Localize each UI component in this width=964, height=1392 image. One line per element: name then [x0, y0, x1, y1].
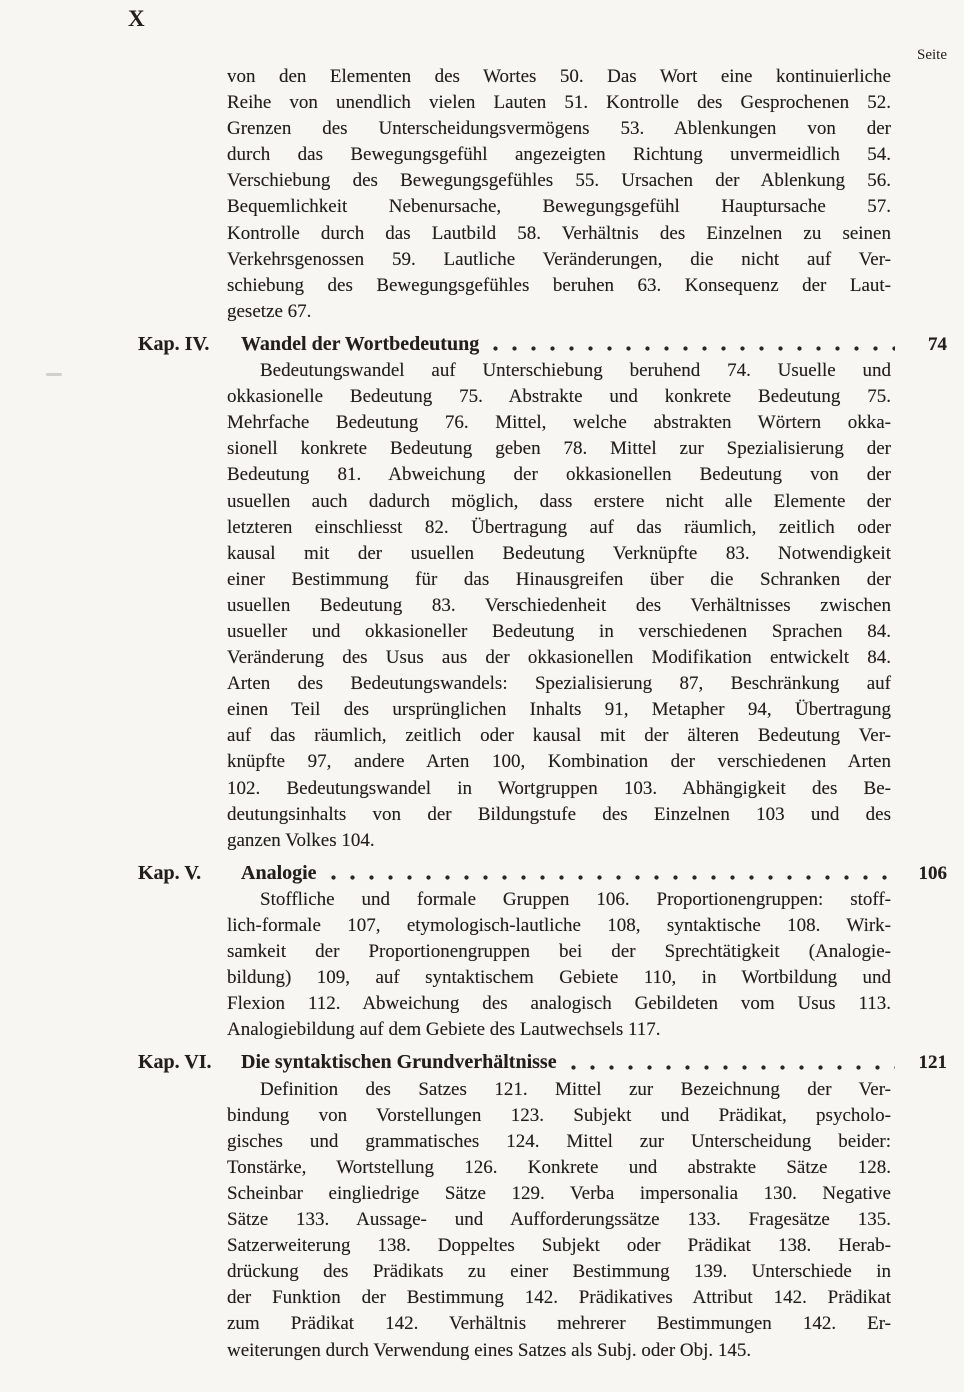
toc-line: gesetze 67. — [227, 300, 312, 322]
chapter-page-number: 74 — [928, 333, 947, 355]
toc-line: von den Elementen des Wortes 50. Das Wort eine kontinuierliche — [227, 66, 891, 87]
dot-leader — [493, 346, 895, 351]
dot-leader — [571, 1065, 895, 1070]
toc-line: Veränderung des Usus aus der okkasionellen Modifikation entwickelt 84. — [227, 647, 891, 669]
toc-line: Reihe von unendlich vielen Lauten 51. Kontrolle des Gesprochenen 52. — [227, 92, 891, 114]
toc-line: Kontrolle durch das Lautbild 58. Verhältnis des Einzelnen zu seinen — [227, 222, 891, 244]
toc-line: Definition des Satzes 121. Mittel zur Bezeichnung der Ver- — [260, 1078, 891, 1100]
toc-line: weiterungen durch Verwendung eines Satzes als Subj. oder Obj. 145. — [227, 1339, 752, 1361]
toc-line: Bedeutungswandel auf Unterschiebung beruhend 74. Usuelle und — [260, 360, 891, 382]
toc-line: zum Prädikat 142. Verhältnis mehrerer Bestimmungen 142. Er- — [227, 1313, 891, 1335]
toc-line: usuellen Bedeutung 83. Verschiedenheit des Verhältnisses zwischen — [227, 594, 891, 616]
toc-line: bildung) 109, auf syntaktischem Gebiete 110, in Wortbildung und — [227, 967, 891, 989]
chapter-heading-kap-iv — [138, 331, 947, 358]
toc-line: Bequemlichkeit Nebenursache, Bewegungsgefühl Hauptursache 57. — [227, 196, 891, 218]
toc-line: Verkehrsgenossen 59. Lautliche Veränderungen, die nicht auf Ver- — [227, 248, 891, 270]
toc-line: kausal mit der usuellen Bedeutung Verknüpfte 83. Notwendigkeit — [227, 542, 891, 564]
toc-line: knüpfte 97, andere Arten 100, Kombination der verschiedenen Arten — [227, 751, 891, 773]
dot-leader — [331, 875, 895, 880]
toc-entry-continuation — [0, 64, 964, 325]
toc-line: Stoffliche und formale Gruppen 106. Proportionengruppen: stoff- — [260, 888, 891, 910]
toc-line: ganzen Volkes 104. — [227, 829, 375, 851]
toc-line: auf das räumlich, zeitlich oder kausal mit der älteren Bedeutung Ver- — [227, 725, 891, 747]
toc-entry-kap-v — [0, 860, 964, 1044]
toc-line: sionell konkrete Bedeutung geben 78. Mittel zur Spezialisierung der — [227, 438, 891, 460]
chapter-heading-kap-vi — [138, 1049, 947, 1076]
chapter-page-number: 121 — [918, 1052, 947, 1074]
toc-line: usueller und okkasioneller Bedeutung in verschiedenen Sprachen 84. — [227, 620, 891, 642]
toc-line: Scheinbar eingliedrige Sätze 129. Verba impersonalia 130. Negative — [227, 1182, 891, 1204]
toc-line: einen Teil des ursprünglichen Inhalts 91, Metapher 94, Übertragung — [227, 699, 891, 721]
toc-line: Verschiebung des Bewegungsgefühles 55. Ursachen der Ablenkung 56. — [227, 170, 891, 192]
toc-line: 102. Bedeutungswandel in Wortgruppen 103. Abhängigkeit des Be- — [227, 777, 891, 799]
toc-line: Mehrfache Bedeutung 76. Mittel, welche abstrakten Wörtern okka- — [227, 412, 891, 434]
folio-page-number: X — [128, 6, 146, 31]
toc-line: gisches und grammatisches 124. Mittel zur Unterscheidung beider: — [227, 1130, 891, 1152]
toc-line: samkeit der Proportionengruppen bei der Sprechtätigkeit (Analogie- — [227, 941, 891, 963]
toc-line: Sätze 133. Aussage- und Aufforderungssätze 133. Fragesätze 135. — [227, 1209, 891, 1231]
toc-line: letzteren einschliesst 82. Übertragung auf das räumlich, zeitlich oder — [227, 516, 891, 538]
toc-line: drückung des Prädikats zu einer Bestimmung 139. Unterschiede in — [227, 1261, 891, 1283]
toc-entry-kap-vi — [0, 1049, 964, 1363]
toc-line: Bedeutung 81. Abweichung der okkasionellen Bedeutung von der — [227, 464, 891, 486]
toc-line: Tonstärke, Wortstellung 126. Konkrete und abstrakte Sätze 128. — [227, 1156, 891, 1178]
page-column-header-seite: Seite — [917, 47, 947, 63]
toc-line: Satzerweiterung 138. Doppeltes Subjekt oder Prädikat 138. Herab- — [227, 1235, 891, 1257]
toc-line: Analogiebildung auf dem Gebiete des Lautwechsels 117. — [227, 1019, 661, 1041]
chapter-title: Die syntaktischen Grundverhältnisse — [241, 1051, 557, 1074]
toc-line: der Funktion der Bestimmung 142. Prädikatives Attribut 142. Prädikat — [227, 1287, 891, 1309]
toc-line: bindung von Vorstellungen 123. Subjekt und Prädikat, psycholo- — [227, 1104, 891, 1126]
chapter-label: Kap. V. — [138, 861, 202, 884]
toc-line: Arten des Bedeutungswandels: Spezialisierung 87, Beschränkung auf — [227, 673, 891, 695]
chapter-title: Analogie — [241, 861, 317, 884]
table-of-contents — [0, 64, 964, 1364]
chapter-heading-kap-v — [138, 860, 947, 887]
toc-line: durch das Bewegungsgefühl angezeigten Richtung unvermeidlich 54. — [227, 144, 891, 166]
toc-line: okkasionelle Bedeutung 75. Abstrakte und konkrete Bedeutung 75. — [227, 386, 891, 408]
chapter-label: Kap. VI. — [138, 1051, 212, 1074]
chapter-title: Wandel der Wortbedeutung — [241, 332, 480, 355]
toc-line: einer Bestimmung für das Hinausgreifen über die Schranken der — [227, 568, 891, 590]
toc-line: schiebung des Bewegungsgefühles beruhen 63. Konsequenz der Laut- — [227, 274, 891, 296]
toc-line: usuellen auch dadurch möglich, dass erstere nicht alle Elemente der — [227, 490, 891, 512]
toc-line: lich-formale 107, etymologisch-lautliche 108, syntaktische 108. Wirk- — [227, 915, 891, 936]
toc-line: deutungsinhalts von der Bildungstufe des Einzelnen 103 und des — [227, 803, 891, 825]
chapter-label: Kap. IV. — [138, 332, 210, 355]
chapter-page-number: 106 — [918, 862, 947, 884]
toc-line: Flexion 112. Abweichung des analogisch Gebildeten vom Usus 113. — [227, 993, 891, 1015]
toc-entry-kap-iv — [0, 331, 964, 854]
toc-line: Grenzen des Unterscheidungsvermögens 53. Ablenkungen von der — [227, 118, 891, 140]
